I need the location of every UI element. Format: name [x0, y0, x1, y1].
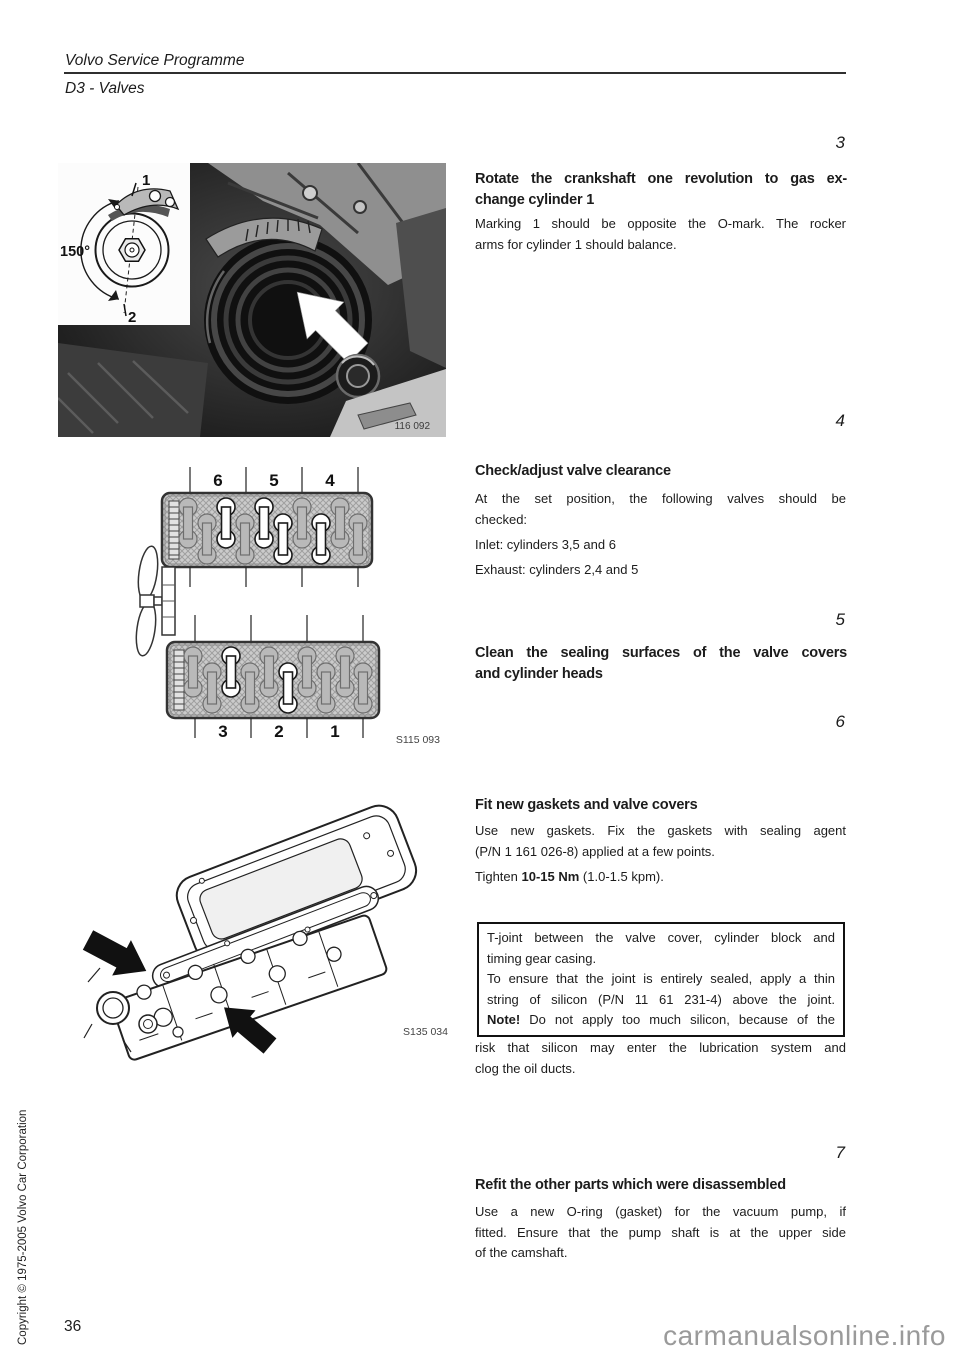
text-line: checked:	[475, 511, 528, 527]
text-line: of the camshaft.	[475, 1245, 568, 1260]
heading-line: Rotate the crankshaft one revolution to gas ex-	[475, 171, 847, 187]
heading-line: change cylinder 1	[475, 191, 595, 208]
text-line: clog the oil ducts.	[475, 1060, 576, 1076]
inset-mark-1-label: 1	[142, 172, 151, 189]
figure2-caption: S115 093	[395, 734, 440, 746]
section-subtitle: D3 - Valves	[65, 80, 145, 97]
figure-crankshaft-photo	[58, 163, 446, 437]
step6-after-box	[475, 1038, 846, 1079]
step3-paragraph	[475, 214, 846, 255]
note-line: To ensure that the joint is entirely sealed, apply a thin	[487, 971, 835, 986]
cylinder-4-label: 4	[325, 471, 335, 490]
step-number-4: 4	[835, 411, 845, 430]
cylinder-1-label: 1	[330, 722, 340, 741]
header-rule	[64, 72, 846, 74]
step6-heading: Fit new gaskets and valve covers	[475, 797, 698, 813]
cylinder-bank-bottom	[167, 642, 379, 718]
note-text: Do not apply too much silicon, because of the	[520, 1012, 835, 1027]
heading-line: and cylinder heads	[475, 665, 603, 682]
inset-mark-2-label: 2	[128, 309, 137, 326]
step5-heading	[475, 643, 847, 684]
note-line: T-joint between the valve cover, cylinder block and	[487, 930, 835, 945]
mid-ticks-bottom	[195, 615, 363, 642]
text-line: risk that silicon may enter the lubrication system and	[475, 1040, 846, 1055]
text-line: (P/N 1 161 026-8) applied at a few points.	[475, 843, 715, 859]
figure3-caption: S135 034	[403, 1026, 448, 1038]
inset-angle-label: 150°	[60, 244, 90, 260]
step4-inlet-line: Inlet: cylinders 3,5 and 6	[475, 537, 616, 552]
tighten-text: Tighten	[475, 869, 522, 884]
text-line: Marking 1 should be opposite the O-mark. The rocker	[475, 216, 846, 231]
o-mark	[115, 205, 120, 210]
step6-tighten-line	[475, 867, 846, 888]
text-line: Use new gaskets. Fix the gaskets with sealing agent	[475, 823, 846, 838]
crankshaft-photo-art	[58, 163, 446, 437]
step3-heading	[475, 169, 847, 210]
cylinder-5-label: 5	[269, 471, 279, 490]
cylinder-6-label: 6	[213, 471, 223, 490]
torque-value: 10-15 Nm	[521, 869, 580, 884]
figure-valve-diagram	[110, 455, 450, 755]
step-number-3: 3	[835, 133, 845, 152]
valve-cover-art	[58, 772, 450, 1062]
step-number-5: 5	[835, 610, 845, 629]
timing-diagram-inset	[58, 163, 190, 326]
note-line	[487, 1010, 835, 1031]
cylinder-3-label: 3	[218, 722, 228, 741]
note-label: Note!	[487, 1012, 521, 1027]
tighten-unit: (1.0-1.5 kpm).	[579, 869, 664, 884]
text-line: At the set position, the following valves should be	[475, 491, 846, 506]
note-box	[477, 922, 845, 1037]
figure-valve-cover-drawing	[58, 772, 450, 1062]
step7-heading: Refit the other parts which were disassembled	[475, 1177, 786, 1193]
copyright-notice: Copyright © 1975-2005 Volvo Car Corporation	[17, 1109, 29, 1345]
page-number: 36	[64, 1318, 82, 1335]
cylinder-2-label: 2	[274, 722, 284, 741]
step6-paragraph	[475, 821, 846, 862]
figure1-caption: 116 092	[394, 421, 430, 432]
heading-line: Clean the sealing surfaces of the valve covers	[475, 645, 847, 661]
step-number-7: 7	[835, 1143, 845, 1162]
watermark: carmanualsonline.info	[663, 1320, 946, 1351]
text-line: arms for cylinder 1 should balance.	[475, 236, 677, 252]
crankshaft-hub	[337, 355, 379, 397]
valve-diagram-art	[110, 455, 450, 755]
mid-ticks-top	[190, 567, 358, 587]
step4-paragraph	[475, 489, 846, 530]
note-line: timing gear casing.	[487, 950, 597, 966]
step7-paragraph	[475, 1202, 846, 1264]
document-title: Volvo Service Programme	[65, 52, 245, 69]
step4-exhaust-line: Exhaust: cylinders 2,4 and 5	[475, 562, 639, 577]
note-line: string of silicon (P/N 11 61 231-4) above the joint.	[487, 991, 835, 1007]
text-line: fitted. Ensure that the pump shaft is at the upper side	[475, 1224, 846, 1240]
step-number-6: 6	[835, 712, 845, 731]
cylinder-bank-top	[162, 493, 372, 567]
step4-heading: Check/adjust valve clearance	[475, 463, 671, 479]
text-line: Use a new O-ring (gasket) for the vacuum pump, if	[475, 1204, 846, 1219]
